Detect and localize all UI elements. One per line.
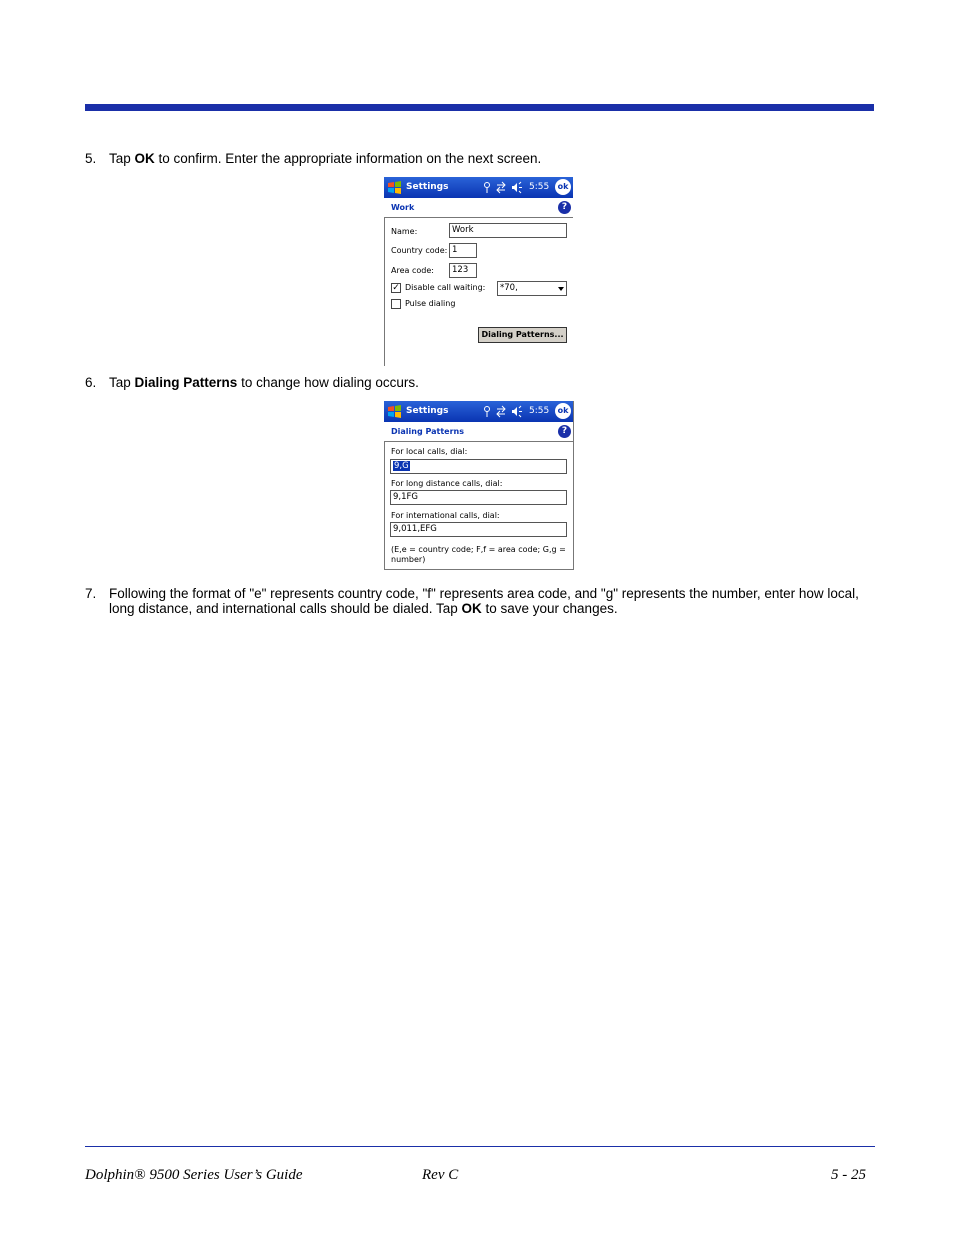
selected-text: 9,G: [394, 461, 409, 471]
footer-page-number: 5 - 25: [831, 1167, 866, 1183]
page-title: Work: [391, 203, 415, 212]
signal-icon: [485, 183, 490, 194]
speaker-icon: [512, 406, 522, 417]
step-number: 7.: [85, 586, 97, 601]
windows-start-icon[interactable]: [387, 404, 402, 419]
window-title: Settings: [406, 406, 449, 416]
windows-start-icon[interactable]: [387, 180, 402, 195]
disable-call-waiting-dropdown[interactable]: [497, 281, 567, 296]
subtitle-bar: [384, 198, 573, 218]
format-note: (E,e = country code; F,f = area code; G,g = number): [391, 545, 566, 564]
step-text: Tap OK to confirm. Enter the appropriate information on the next screen.: [109, 151, 542, 166]
settings-work-screenshot: [384, 177, 573, 366]
footer-guide-title: Dolphin® 9500 Series User’s Guide: [85, 1167, 303, 1183]
chevron-down-icon: [558, 287, 564, 291]
international-label: For international calls, dial:: [391, 511, 500, 520]
name-field[interactable]: Work: [449, 223, 567, 238]
help-icon[interactable]: ?: [558, 425, 571, 438]
footer-revision: Rev C: [422, 1167, 459, 1183]
step-text: Tap Dialing Patterns to change how dialing occurs.: [109, 375, 419, 390]
divider: [384, 441, 385, 569]
area-code-field[interactable]: 123: [449, 263, 477, 278]
long-distance-field[interactable]: 9,1FG: [390, 490, 567, 505]
help-icon[interactable]: ?: [558, 201, 571, 214]
pulse-dialing-label: Pulse dialing: [405, 299, 456, 308]
name-label: Name:: [391, 227, 418, 236]
local-calls-field[interactable]: [390, 459, 567, 474]
header-rule: [85, 104, 874, 111]
local-calls-label: For local calls, dial:: [391, 447, 468, 456]
step-number: 6.: [85, 375, 97, 390]
connectivity-icon: [497, 182, 505, 193]
ok-button[interactable]: ok: [555, 179, 571, 195]
title-bar: [384, 177, 573, 198]
signal-icon: [485, 407, 490, 418]
step-number: 5.: [85, 151, 97, 166]
area-code-label: Area code:: [391, 266, 434, 275]
international-field[interactable]: 9,011,EFG: [390, 522, 567, 537]
country-code-field[interactable]: 1: [449, 243, 477, 258]
pulse-dialing-checkbox[interactable]: [391, 299, 401, 309]
window-title: Settings: [406, 182, 449, 192]
divider: [384, 217, 385, 366]
step-text: Following the format of "e" represents country code, "f" represents area code, and "g" represents the number, enter how local, long distance, and international calls should be dialed. Tap OK to save your changes.: [109, 586, 859, 616]
clock: 5:55: [529, 406, 550, 416]
dropdown-value: *70,: [500, 283, 518, 293]
footer-rule: [85, 1146, 875, 1147]
disable-call-waiting-checkbox[interactable]: ✓: [392, 283, 400, 293]
dialing-patterns-screenshot: [384, 401, 574, 570]
ok-button[interactable]: ok: [555, 403, 571, 419]
subtitle-bar: [384, 422, 573, 442]
connectivity-icon: [497, 406, 505, 417]
dialing-patterns-button[interactable]: Dialing Patterns...: [478, 327, 567, 343]
long-distance-label: For long distance calls, dial:: [391, 479, 503, 488]
country-code-label: Country code:: [391, 246, 448, 255]
disable-call-waiting-label: Disable call waiting:: [405, 283, 486, 292]
page-title: Dialing Patterns: [391, 427, 464, 436]
clock: 5:55: [529, 182, 550, 192]
title-bar: [384, 401, 573, 422]
speaker-icon: [512, 182, 522, 193]
